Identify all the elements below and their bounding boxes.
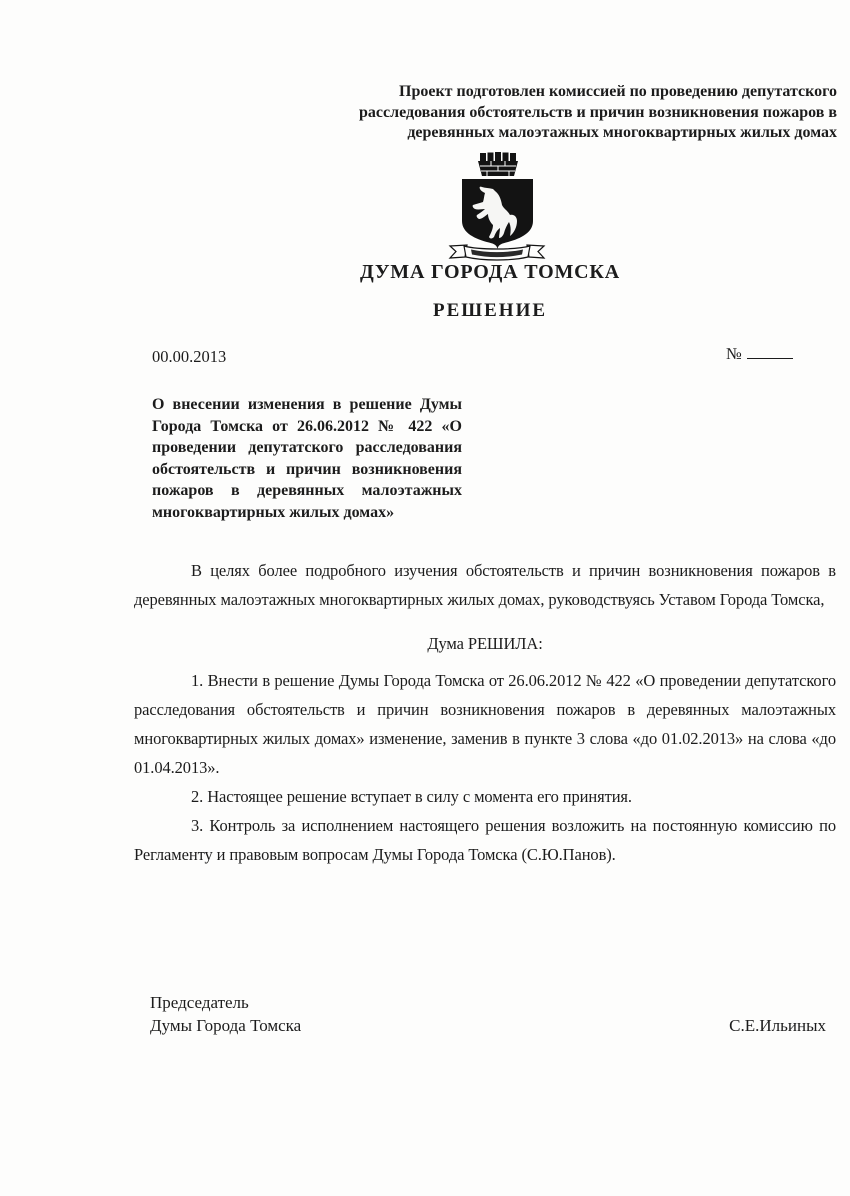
resolution-item-1: 1. Внести в решение Думы Города Томска от 26.06.2012 № 422 «О проведении депутатского расследования обстоятельств и причин возникновения пожаров в деревянных малоэтажных многоквартирных жилых домах» изменение, заменив в пункте 3 слова «до 01.02.2013» на слова «до 01.04.2013». [134,671,836,777]
document-date: 00.00.2013 [152,347,227,366]
signature-position [150,991,301,1037]
organization-title: ДУМА ГОРОДА ТОМСКА [360,261,620,283]
resolution-item-2: 2. Настоящее решение вступает в силу с момента его принятия. [191,787,632,806]
mural-crown-icon [478,152,518,176]
signature-name: С.Е.Ильиных [729,1016,826,1035]
preamble-paragraph: В целях более подробного изучения обстоятельств и причин возникновения пожаров в деревянных малоэтажных многоквартирных жилых домах, руководствуясь Уставом Города Томска, [134,561,836,609]
document-number [726,344,793,364]
document-type-title: РЕШЕНИЕ [432,300,548,321]
signature-position-line1: Председатель [150,993,249,1012]
subject-block: О внесении изменения в решение Думы Города Томска от 26.06.2012 № 422 «О проведении депутатского расследования обстоятельств и причин возникновения пожаров в деревянных малоэтажных многоквартирных жилых домах» [152,396,462,521]
prepared-by-note: Проект подготовлен комиссией по проведению депутатского расследования обстоятельств и причин возникновения пожаров в деревянных малоэтажных многоквартирных жилых домах [359,83,837,141]
tomsk-coat-of-arms-icon [447,151,547,263]
document-body [134,556,836,869]
shield-icon [462,179,533,250]
number-label: № [726,344,742,363]
signature-block [150,991,826,1037]
ribbon-icon [450,245,544,260]
resolved-heading: Дума РЕШИЛА: [427,634,543,653]
number-blank-line [747,344,793,359]
signature-position-line2: Думы Города Томска [150,1016,302,1035]
resolution-item-3: 3. Контроль за исполнением настоящего решения возложить на постоянную комиссию по Регламенту и правовым вопросам Думы Города Томска (С.Ю.Панов). [134,816,836,864]
